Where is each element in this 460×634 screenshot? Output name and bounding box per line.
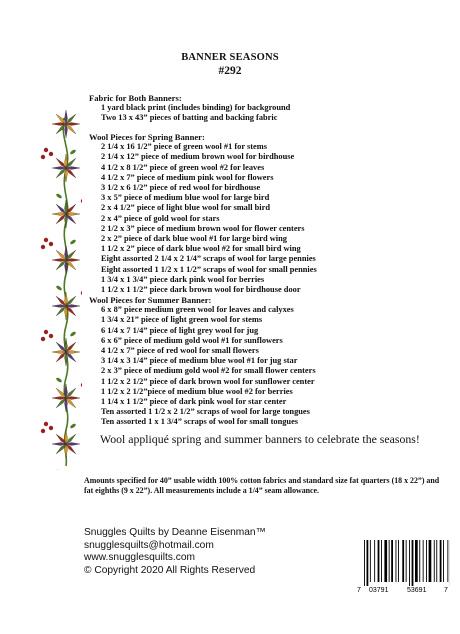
berry-icon xyxy=(49,152,53,156)
leaf-icon xyxy=(55,285,62,291)
decorative-star-vine-border xyxy=(20,110,82,470)
list-item: Eight assorted 1 1/2 x 1 1/2” scraps of wool for small pennies xyxy=(101,264,317,274)
spring-heading: Wool Pieces for Spring Banner: xyxy=(89,132,205,142)
berry-icon xyxy=(49,334,53,338)
spring-list xyxy=(89,142,459,295)
berry-icon xyxy=(81,291,82,295)
quilt-star-icon xyxy=(52,200,80,228)
quilt-star-icon xyxy=(52,246,80,274)
list-item: 2 1/4 x 12” piece of medium brown wool for birdhouse xyxy=(101,152,295,162)
email-text: snugglesquilts@hotmail.com xyxy=(84,539,214,551)
list-item: Two 13 x 43” pieces of batting and backing fabric xyxy=(101,113,278,123)
list-item: 2 x 4” piece of gold wool for stars xyxy=(101,213,220,223)
list-item: 2 1/4 x 16 1/2” piece of green wool #1 for stems xyxy=(101,142,267,152)
contact-block xyxy=(84,527,344,577)
leaf-icon xyxy=(69,331,76,337)
list-item: 4 1/2 x 7” piece of medium pink wool for flowers xyxy=(101,172,274,182)
quilt-star-icon xyxy=(52,384,80,412)
barcode-digits-group2: 53691 xyxy=(407,587,427,594)
barcode-bar xyxy=(409,540,410,586)
berry-icon xyxy=(44,330,48,334)
quilt-star-icon xyxy=(52,154,80,182)
list-item: 1 1/2 x 2 1/2” piece of dark brown wool for sunflower center xyxy=(101,376,315,386)
list-item: 1 yard black print (includes binding) for background xyxy=(101,103,291,113)
list-item: 3 1/4 x 3 1/4” piece of medium blue wool #1 for jug star xyxy=(101,356,298,366)
fabric-list xyxy=(89,103,459,123)
list-item: 4 1/2 x 7” piece of red wool for small flowers xyxy=(101,346,259,356)
list-item: 1 3/4 x 21” piece of light green wool for stems xyxy=(101,315,263,325)
leaf-icon xyxy=(55,377,62,383)
list-item: 6 x 6” piece of medium gold wool #1 for sunflowers xyxy=(101,335,283,345)
list-item: 2 1/2 x 3” piece of medium brown wool for flower centers xyxy=(101,223,305,233)
list-item: 3 1/2 x 6 1/2” piece of red wool for birdhouse xyxy=(101,183,261,193)
berry-icon xyxy=(49,426,53,430)
barcode-bar xyxy=(381,540,382,582)
barcode-bar xyxy=(447,540,448,582)
measurement-note: Amounts specified for 40” usable width 100% cotton fabrics and standard size fat quarters (18 x 22”) and fat eighths (9 x 22”). All measurements include a 1/4” seam allowance. xyxy=(84,476,440,495)
list-item: Ten assorted 1 1/2 x 2 1/2” scraps of wool for large tongues xyxy=(101,407,310,417)
barcode-bar xyxy=(391,540,393,582)
barcode-bar xyxy=(434,540,435,582)
list-item: 2 x 4 1/2” piece of light blue wool for small bird xyxy=(101,203,270,213)
berry-icon xyxy=(41,337,45,341)
berry-icon xyxy=(41,429,45,433)
barcode-digit-right: 7 xyxy=(444,587,448,594)
list-item: 1 1/2 x 2” piece of dark blue wool #2 for small bird wing xyxy=(101,244,301,254)
fabric-heading: Fabric for Both Banners: xyxy=(89,93,182,103)
website-text: www.snugglesquilts.com xyxy=(84,552,195,564)
copyright-text: © Copyright 2020 All Rights Reserved xyxy=(84,564,256,576)
quilt-star-icon xyxy=(52,430,80,458)
quilt-star-icon xyxy=(52,292,80,320)
list-item: 3 x 5” piece of medium blue wool for large bird xyxy=(101,193,270,203)
berry-icon xyxy=(81,383,82,387)
barcode-bar xyxy=(396,540,397,582)
pattern-number: #292 xyxy=(218,65,242,77)
barcode-bar xyxy=(378,540,380,582)
list-item: 6 1/4 x 7 1/4” piece of light grey wool for jug xyxy=(101,325,259,335)
berry-icon xyxy=(44,238,48,242)
berry-icon xyxy=(44,148,48,152)
barcode-bar xyxy=(384,540,387,582)
leaf-icon xyxy=(69,239,76,245)
barcode-bar xyxy=(402,540,404,582)
barcode-bar xyxy=(423,540,424,582)
list-item: Eight assorted 2 1/4 x 2 1/4” scraps of wool for large pennies xyxy=(101,254,316,264)
pattern-title: BANNER SEASONS xyxy=(181,52,279,63)
list-item: 6 x 8” piece medium green wool for leaves and calyxes xyxy=(101,305,294,315)
barcode-bar xyxy=(398,540,399,582)
barcode-bar xyxy=(436,540,437,582)
berry-icon xyxy=(49,242,53,246)
summer-section xyxy=(89,295,459,428)
list-item: 1 1/2 x 1 1/2” piece dark brown wool for birdhouse door xyxy=(101,285,301,295)
list-item: 1 1/2 x 2 1/2”piece of medium blue wool #2 for berries xyxy=(101,386,293,396)
list-item: 2 x 3” piece of medium gold wool #2 for small flower centers xyxy=(101,366,316,376)
leaf-icon xyxy=(69,149,76,155)
barcode-bar xyxy=(419,540,420,582)
list-item: 1 3/4 x 1 3/4” piece dark pink wool for berries xyxy=(101,274,265,284)
barcode-bar xyxy=(412,540,414,586)
barcode-bar xyxy=(443,540,444,582)
barcode-bar xyxy=(364,540,365,586)
barcode-bar xyxy=(406,540,407,582)
berry-icon xyxy=(41,155,45,159)
spring-section xyxy=(89,132,459,295)
list-item: 1 1/4 x 1 1/2” piece of dark pink wool for star center xyxy=(101,397,287,407)
list-item: 2 x 2” piece of dark blue wool #1 for large bird wing xyxy=(101,234,287,244)
barcode-bar xyxy=(374,540,375,582)
tagline: Wool appliqué spring and summer banners to celebrate the seasons! xyxy=(100,432,420,446)
summer-list xyxy=(89,305,459,427)
summer-heading: Wool Pieces for Summer Banner: xyxy=(89,295,212,305)
quilt-star-icon xyxy=(52,338,80,366)
fabric-section xyxy=(89,93,459,124)
barcode-bar xyxy=(426,540,427,582)
barcode-bar xyxy=(389,540,390,582)
berry-icon xyxy=(41,245,45,249)
list-item: Ten assorted 1 x 1 3/4” scraps of wool for small tongues xyxy=(101,417,299,427)
upc-barcode xyxy=(356,538,450,594)
berry-icon xyxy=(44,422,48,426)
barcode-bar xyxy=(440,540,442,582)
company-name: Snuggles Quilts by Deanne Eisenman™ xyxy=(84,527,266,538)
barcode-bar xyxy=(429,540,432,582)
barcode-digits-group1: 03791 xyxy=(369,587,389,594)
quilt-star-icon xyxy=(52,110,80,138)
leaf-icon xyxy=(55,193,62,199)
barcode-bars xyxy=(364,540,450,586)
barcode-bar xyxy=(367,540,369,586)
barcode-bar xyxy=(370,540,371,582)
leaf-icon xyxy=(55,469,62,470)
leaf-icon xyxy=(69,423,76,429)
berry-icon xyxy=(81,199,82,203)
barcode-bar xyxy=(415,540,418,582)
star-layer xyxy=(52,110,80,458)
list-item: 4 1/2 x 8 1/2” piece of green wool #2 for leaves xyxy=(101,162,265,172)
barcode-digit-left: 7 xyxy=(357,587,361,594)
